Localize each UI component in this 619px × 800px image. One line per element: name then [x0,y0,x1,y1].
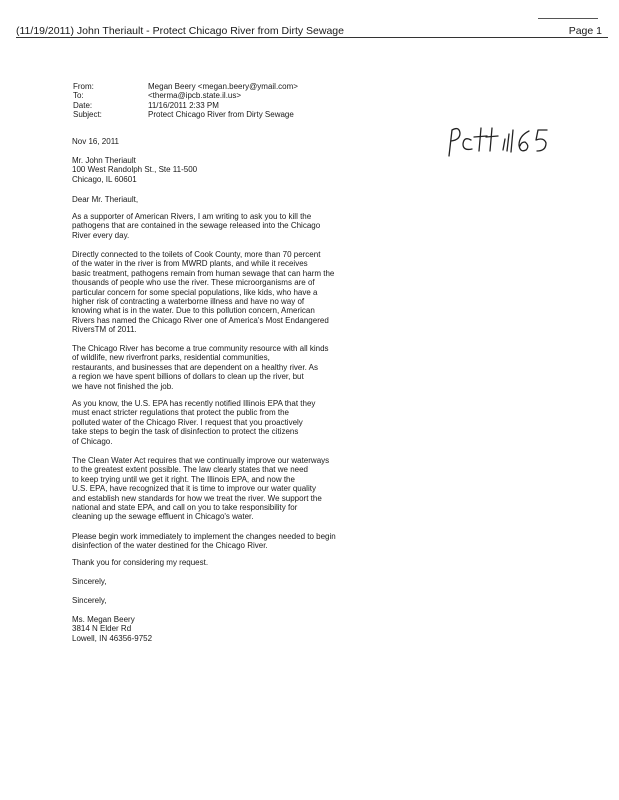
to-label: To: [73,91,84,101]
meta-from-row [73,82,298,91]
meta-date-row [73,101,298,110]
header-top-rule [538,18,598,19]
from-label: From: [73,82,94,91]
paragraph-4-block [72,399,352,446]
meta-subject-row [73,110,298,119]
header-title: (11/19/2011) John Theriault - Protect Chicago River from Dirty Sewage [16,25,344,37]
closing-1-block [72,577,352,586]
salutation-block [72,195,352,204]
date-value: 11/16/2011 2:33 PM [148,100,219,110]
handwritten-annotation [445,122,565,162]
from-value: Megan Beery <megan.beery@ymail.com> [148,82,298,91]
letter-date: Nov 16, 2011 [72,137,119,146]
paragraph-7: Thank you for considering my request. [72,558,209,567]
paragraph-6-block [72,532,352,551]
subject-label: Subject: [73,110,102,120]
signature-block [72,615,352,643]
paragraph-1-block [72,212,352,240]
paragraph-6: Please begin work immediately to implement the changes needed to begin disinfection of the water destined for the Chicago River. [72,532,336,551]
paragraph-2-block [72,250,352,335]
signature: Ms. Megan Beery 3814 N Elder Rd Lowell, IN 46356-9752 [72,615,153,643]
paragraph-3-block [72,344,352,391]
paragraph-5: The Clean Water Act requires that we continually improve our waterways to the greatest extent possible. The law clearly states that we need to keep trying until we get it right. The Illinois EPA, and now the U.S. EPA, have recognized that it is time to improve our water quality and establish new standards for how we treat the river. We support the national and state EPA, and call on you to take responsibility for cleaning up the sewage effluent in Chicago's water. [72,456,330,522]
salutation: Dear Mr. Theriault, [72,195,139,204]
closing-2-block [72,596,352,605]
paragraph-4: As you know, the U.S. EPA has recently notified Illinois EPA that they must enact stricter regulations that protect the public from the polluted water of the Chicago River. I request that you proactively take steps to begin the task of disinfection to protect the citizens of Chicago. [72,399,316,446]
meta-to-row [73,91,298,100]
to-value: <therma@ipcb.state.il.us> [148,91,242,101]
closing-1: Sincerely, [72,577,107,586]
page-number: Page 1 [568,25,602,37]
address-block [72,156,352,184]
date-label: Date: [73,100,93,110]
letter-date-block [72,137,352,146]
subject-value: Protect Chicago River from Dirty Sewage [148,110,294,120]
paragraph-3: The Chicago River has become a true community resource with all kinds of wildlife, new riverfront parks, residential communities, restaurants, and businesses that are dependent on a healthy river. As a region we have spent billions of dollars to clean up the river, but we have not finished the job. [72,344,329,391]
paragraph-7-block [72,558,352,567]
paragraph-2: Directly connected to the toilets of Cook County, more than 70 percent of the water in the river is from MWRD plants, and while it receives basic treatment, pathogens remain from human sewage that can harm the thousands of people who use the river. These microorganisms are of particular concern for some special populations, like kids, who have a higher risk of contracting a waterborne illness and have no way of knowing what is in the water. Due to this pollution concern, American Rivers has named the Chicago River one of America's Most Endangered RiversTM of 2011. [72,250,335,335]
paragraph-1: As a supporter of American Rivers, I am writing to ask you to kill the pathogens that are contained in the sewage released into the Chicago River every day. [72,212,321,240]
paragraph-5-block [72,456,352,522]
page-header [16,24,608,38]
closing-2: Sincerely, [72,596,107,605]
email-meta [73,82,298,120]
recipient-address: Mr. John Theriault 100 West Randolph St., Ste 11-500 Chicago, IL 60601 [72,156,198,184]
header-rule [16,37,608,38]
